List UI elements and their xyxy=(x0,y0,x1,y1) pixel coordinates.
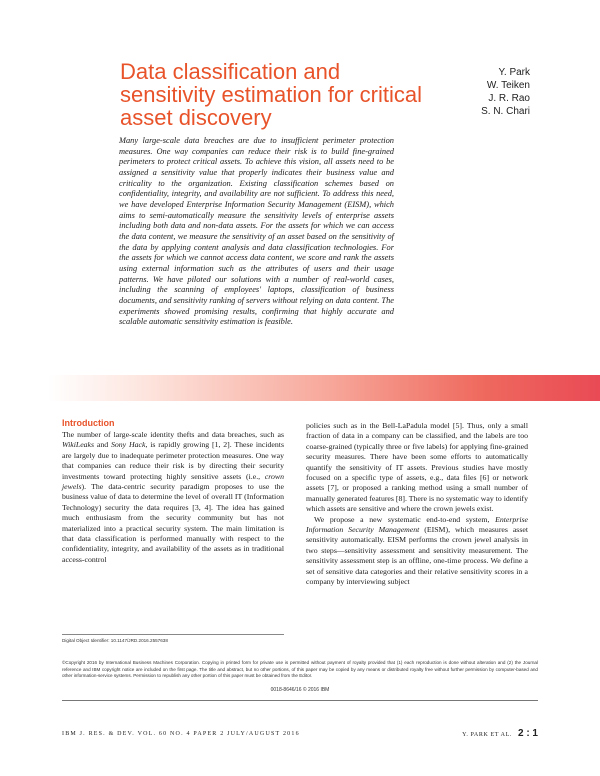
section-heading-introduction: Introduction xyxy=(62,418,115,428)
footer-divider xyxy=(62,700,538,701)
paper-title: Data classification and sensitivity estimation for critical asset discovery xyxy=(120,59,422,130)
issn-line: 0018-8646/16 © 2016 IBM xyxy=(270,687,330,693)
emphasis-crown-jewels: crown jewels xyxy=(62,471,284,492)
intro-paragraph-1: The number of large-scale identity thefts and data breaches, such as WikiLeaks and Sony Hack, is rapidly growing [1, 2]. These incidents are largely due to inadequate perimeter protection measures. One way that companies can reduce their risk is by directing their security investments toward protecting highly sensitive assets (i.e., crown jewels). The data-centric security paradigm proposes to use the business value of data to determine the level of overall IT (Information Technology) security the data requires [3, 4]. The idea has gained much enthusiasm from the security community but has not materialized into a practical security system. The main limitation is that data classification is performed manually with respect to the confidentiality, integrity, and availability of the assets as in traditional access-control xyxy=(62,430,284,564)
copyright-notice: ©Copyright 2016 by International Business Machines Corporation. Copying in printed form for private use is permitted without payment of royalty provided that (1) each reproduction is done without alteration and (2) the Journal reference and IBM copyright notice are included on the first page. The title and abstract, but no other portions, of this paper may be copied by any means or distributed royalty free without further permission by computer-based and other information-service systems. Permission to republish any other portion of this paper must be obtained from the Editor. xyxy=(62,660,538,679)
author-name: J. R. Rao xyxy=(488,93,530,104)
running-author: Y. PARK ET AL. xyxy=(462,732,512,738)
author-list xyxy=(481,66,530,118)
running-footer xyxy=(462,728,538,739)
abstract: Many large-scale data breaches are due to insufficient perimeter protection measures. One way companies can reduce their risk is to build fine-grained perimeters to protect critical assets. To achieve this vision, all assets need to be assigned a sensitivity value that properly indicates their business value and criticality to the organization. Existing classification schemes based on confidentiality, integrity, and availability are not sufficient. To address this need, we have developed Enterprise Information Security Management (EISM), which aims to semi-automatically measure the sensitivity levels of enterprise assets including both data and non-data assets. For the assets for which we can access the data content, we measure the sensitivity of an asset based on the sensitivity of the data by applying content analysis and data classification technologies. For the assets for which we cannot access data content, we score and rank the assets using external information such as the attributes of users and their usage patterns. We have piloted our solutions with a number of real-world cases, including the scanning of employees' laptops, classification of business documents, and sensitivity ranking of servers without relying on data content. The experiments showed promising results, confirming that highly accurate and scalable automatic sensitivity estimation is feasible. xyxy=(119,136,394,327)
author-name: Y. Park xyxy=(498,67,530,78)
intro-paragraph-2: We propose a new systematic end-to-end system, Enterprise Information Security Management (EISM), which measures asset sensitivity automatically. EISM performs the crown jewel analysis in two steps—sensitivity assessment and sensitivity measurement. The sensitivity assessment step is an offline, one-time process. We define a set of sensitive data categories and their relative sensitivity scores in a company by interviewing subject xyxy=(306,514,528,587)
page-number: 2 : 1 xyxy=(517,728,538,739)
author-name: W. Teiken xyxy=(486,80,530,91)
intro-paragraph-continued: policies such as in the Bell-LaPadula model [5]. Thus, only a small fraction of data in a company can be classified, and the labels are too coarse-grained (typically three or five labels) for applying fine-grained security measures. There have been some efforts to automatically quantify the sensitivity of IT assets. Previous studies have mostly focused on a specific type of assets, e.g., data files [6] or network assets [7], or proposed a ranking method using a small number of manually generated features [8]. There is no systematic way to identify which assets are sensitive and where the crown jewels exist. xyxy=(306,421,528,514)
author-name: S. N. Chari xyxy=(481,106,530,117)
body-column-right xyxy=(306,421,528,588)
emphasis-eism: Enterprise Information Security Management xyxy=(306,514,528,535)
journal-citation: IBM J. RES. & DEV. VOL. 60 NO. 4 PAPER 2 JULY/AUGUST 2016 xyxy=(62,731,300,737)
body-column-left xyxy=(62,418,284,565)
decorative-gradient-bar xyxy=(0,375,600,401)
emphasis-sony-hack: Sony Hack xyxy=(110,440,146,450)
emphasis-wikileaks: WikiLeaks xyxy=(62,440,95,450)
doi-footnote: Digital Object Identifier: 10.1147/JRD.2016.2557638 xyxy=(62,634,284,643)
